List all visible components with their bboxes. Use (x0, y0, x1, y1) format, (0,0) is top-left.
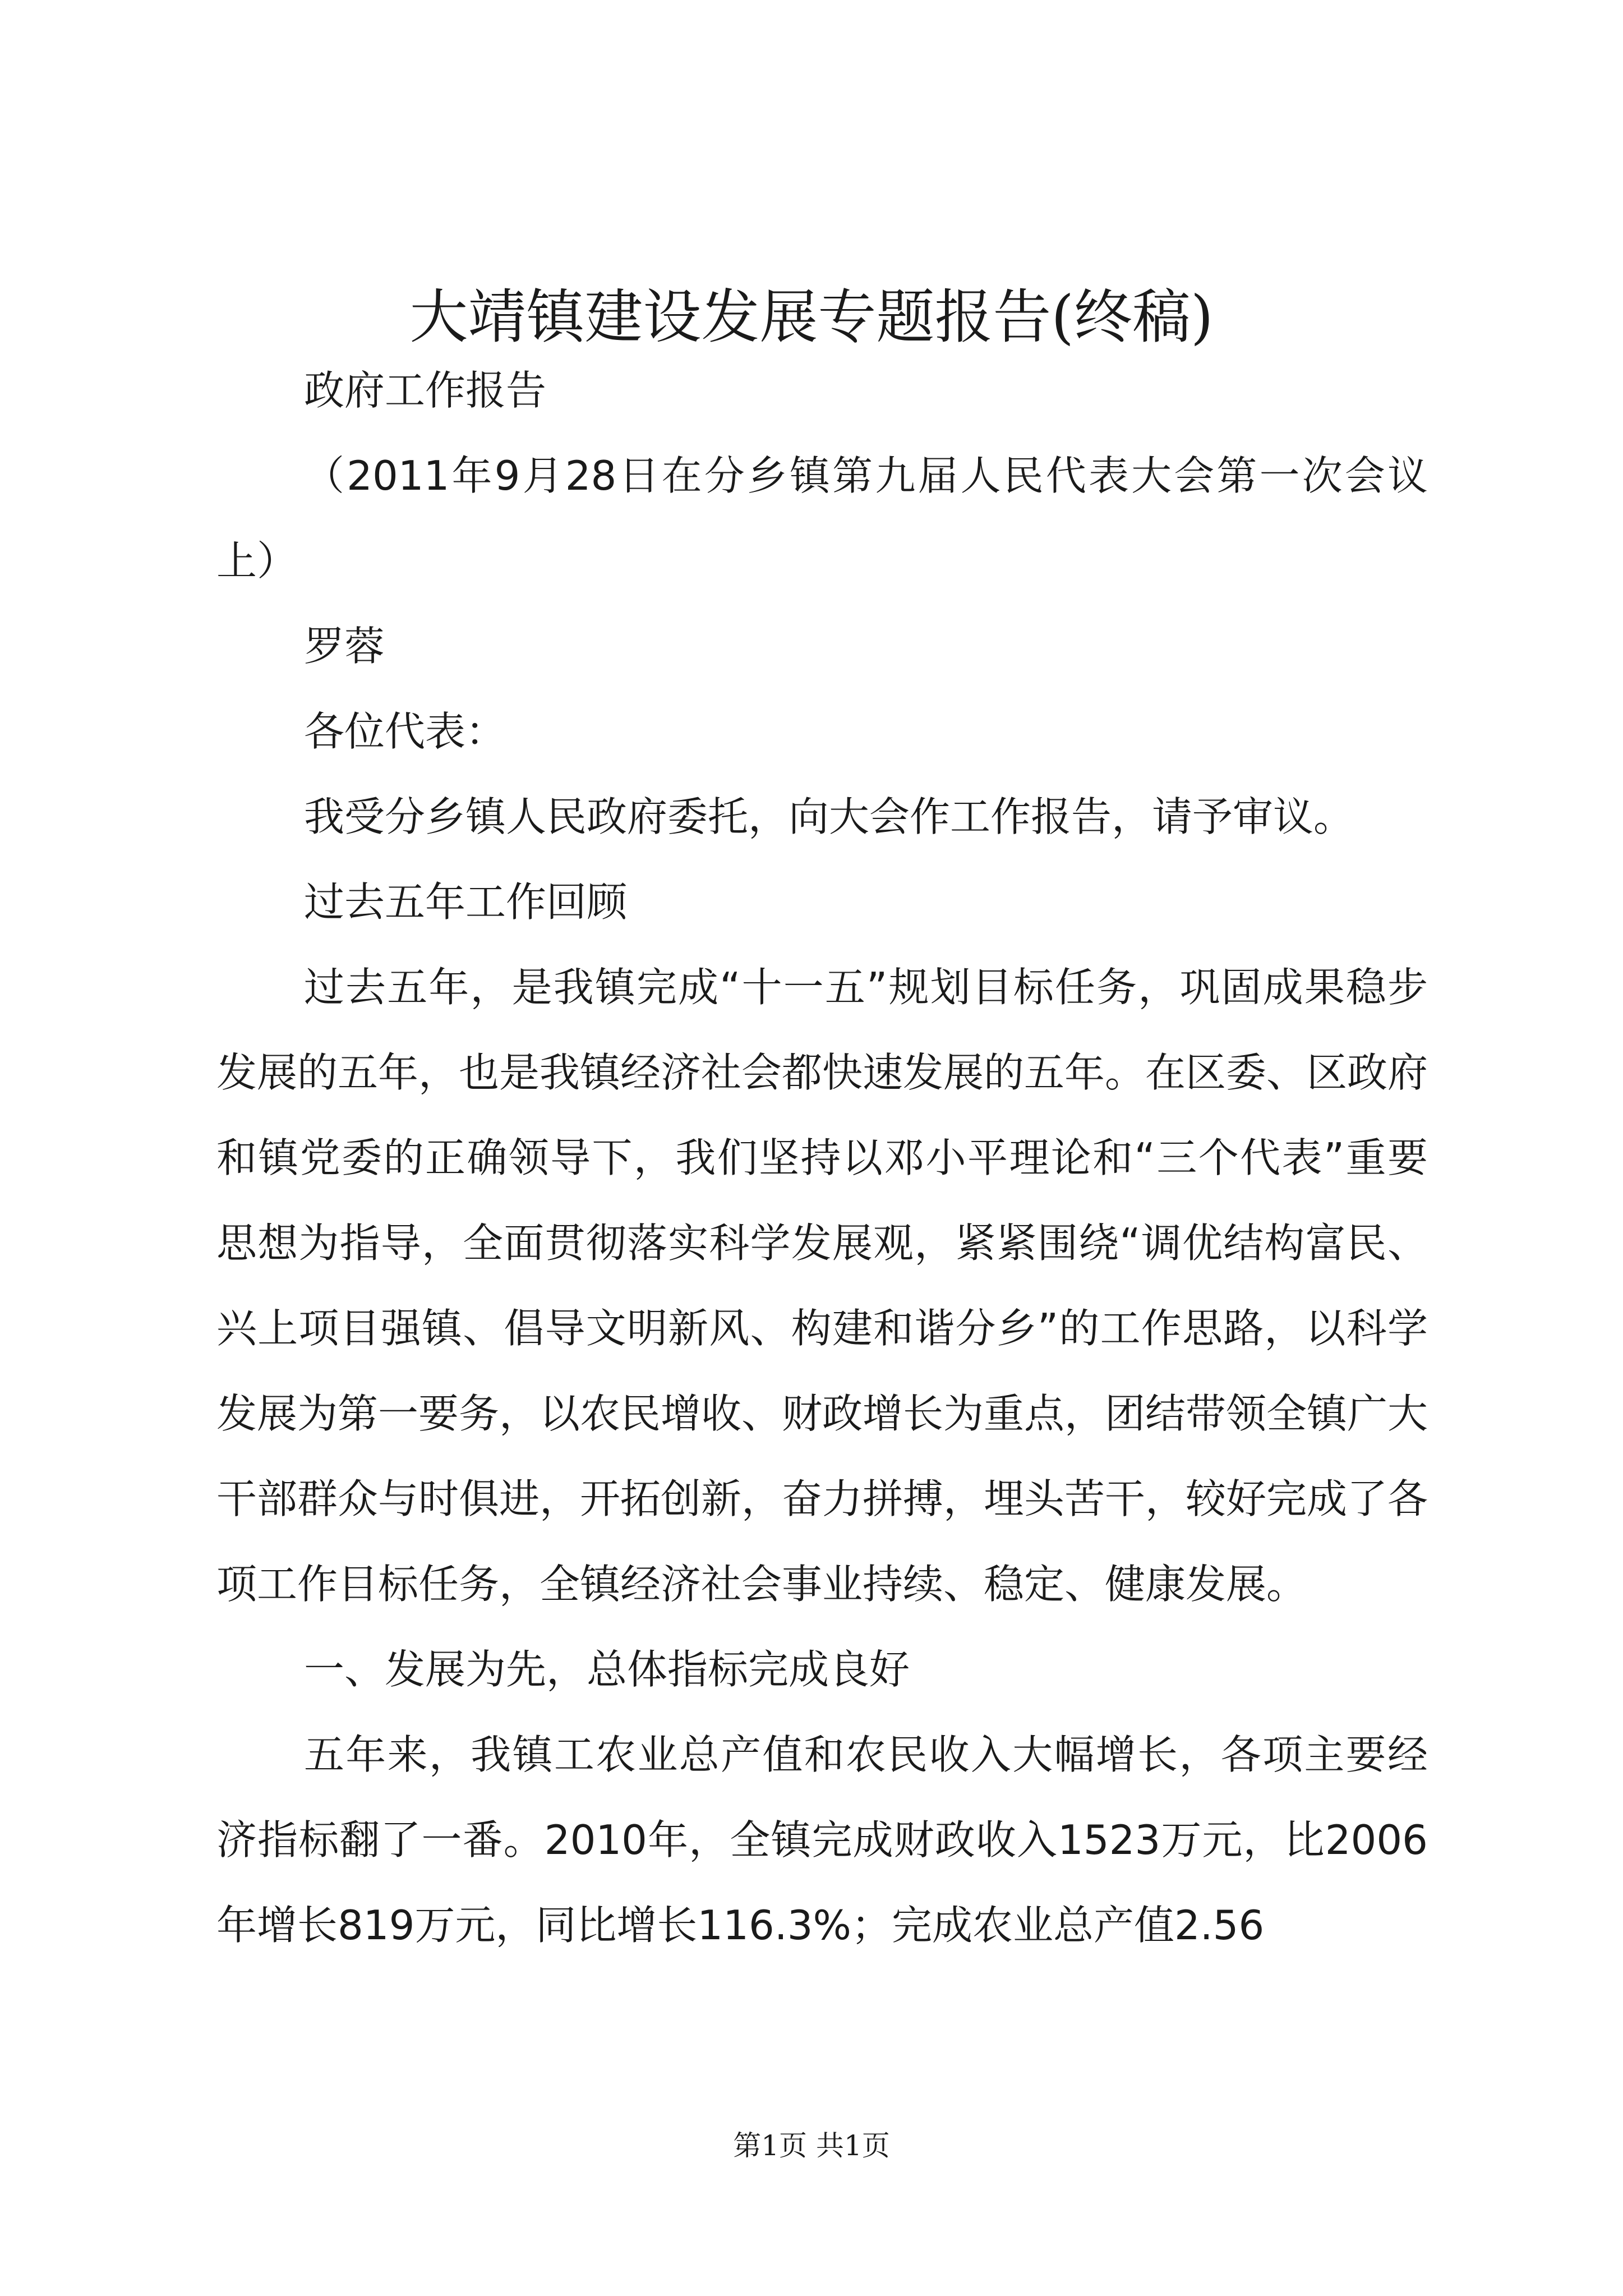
opening-paragraph: 我受分乡镇人民政府委托，向大会作工作报告，请予审议。 (304, 793, 1354, 840)
document-title: 大靖镇建设发展专题报告(终稿) (409, 283, 1214, 351)
report-occasion: （2011年9月28日在分乡镇第九届人民代表大会第一次会议上） (216, 452, 1428, 585)
document-body (216, 348, 1428, 1968)
development-paragraph: 五年来，我镇工农业总产值和农民收入大幅增长，各项主要经济指标翻了一番。2010年，全镇完成财政收入1523万元，比2006年增长819万元，同比增长116.3%；完成农业总产值2.56 (216, 1731, 1428, 1949)
section-heading-review: 过去五年工作回顾 (304, 878, 628, 926)
salutation: 各位代表： (304, 708, 506, 755)
report-author: 罗蓉 (304, 623, 385, 670)
review-paragraph: 过去五年，是我镇完成“十一五”规划目标任务，巩固成果稳步发展的五年，也是我镇经济社会都快速发展的五年。在区委、区政府和镇党委的正确领导下，我们坚持以邓小平理论和“三个代表”重要思想为指导，全面贯彻落实科学发展观，紧紧围绕“调优结构富民、兴上项目强镇、倡导文明新风、构建和谐分乡”的工作思路，以科学发展为第一要务，以农民增收、财政增长为重点，团结带领全镇广大干部群众与时俱进，开拓创新，奋力拼搏，埋头苦干，较好完成了各项工作目标任务，全镇经济社会事业持续、稳定、健康发展。 (216, 964, 1428, 1608)
report-type: 政府工作报告 (304, 367, 547, 414)
page-footer: 第1页 共1页 (733, 2129, 890, 2162)
section-heading-development: 一、发展为先，总体指标完成良好 (304, 1646, 910, 1693)
